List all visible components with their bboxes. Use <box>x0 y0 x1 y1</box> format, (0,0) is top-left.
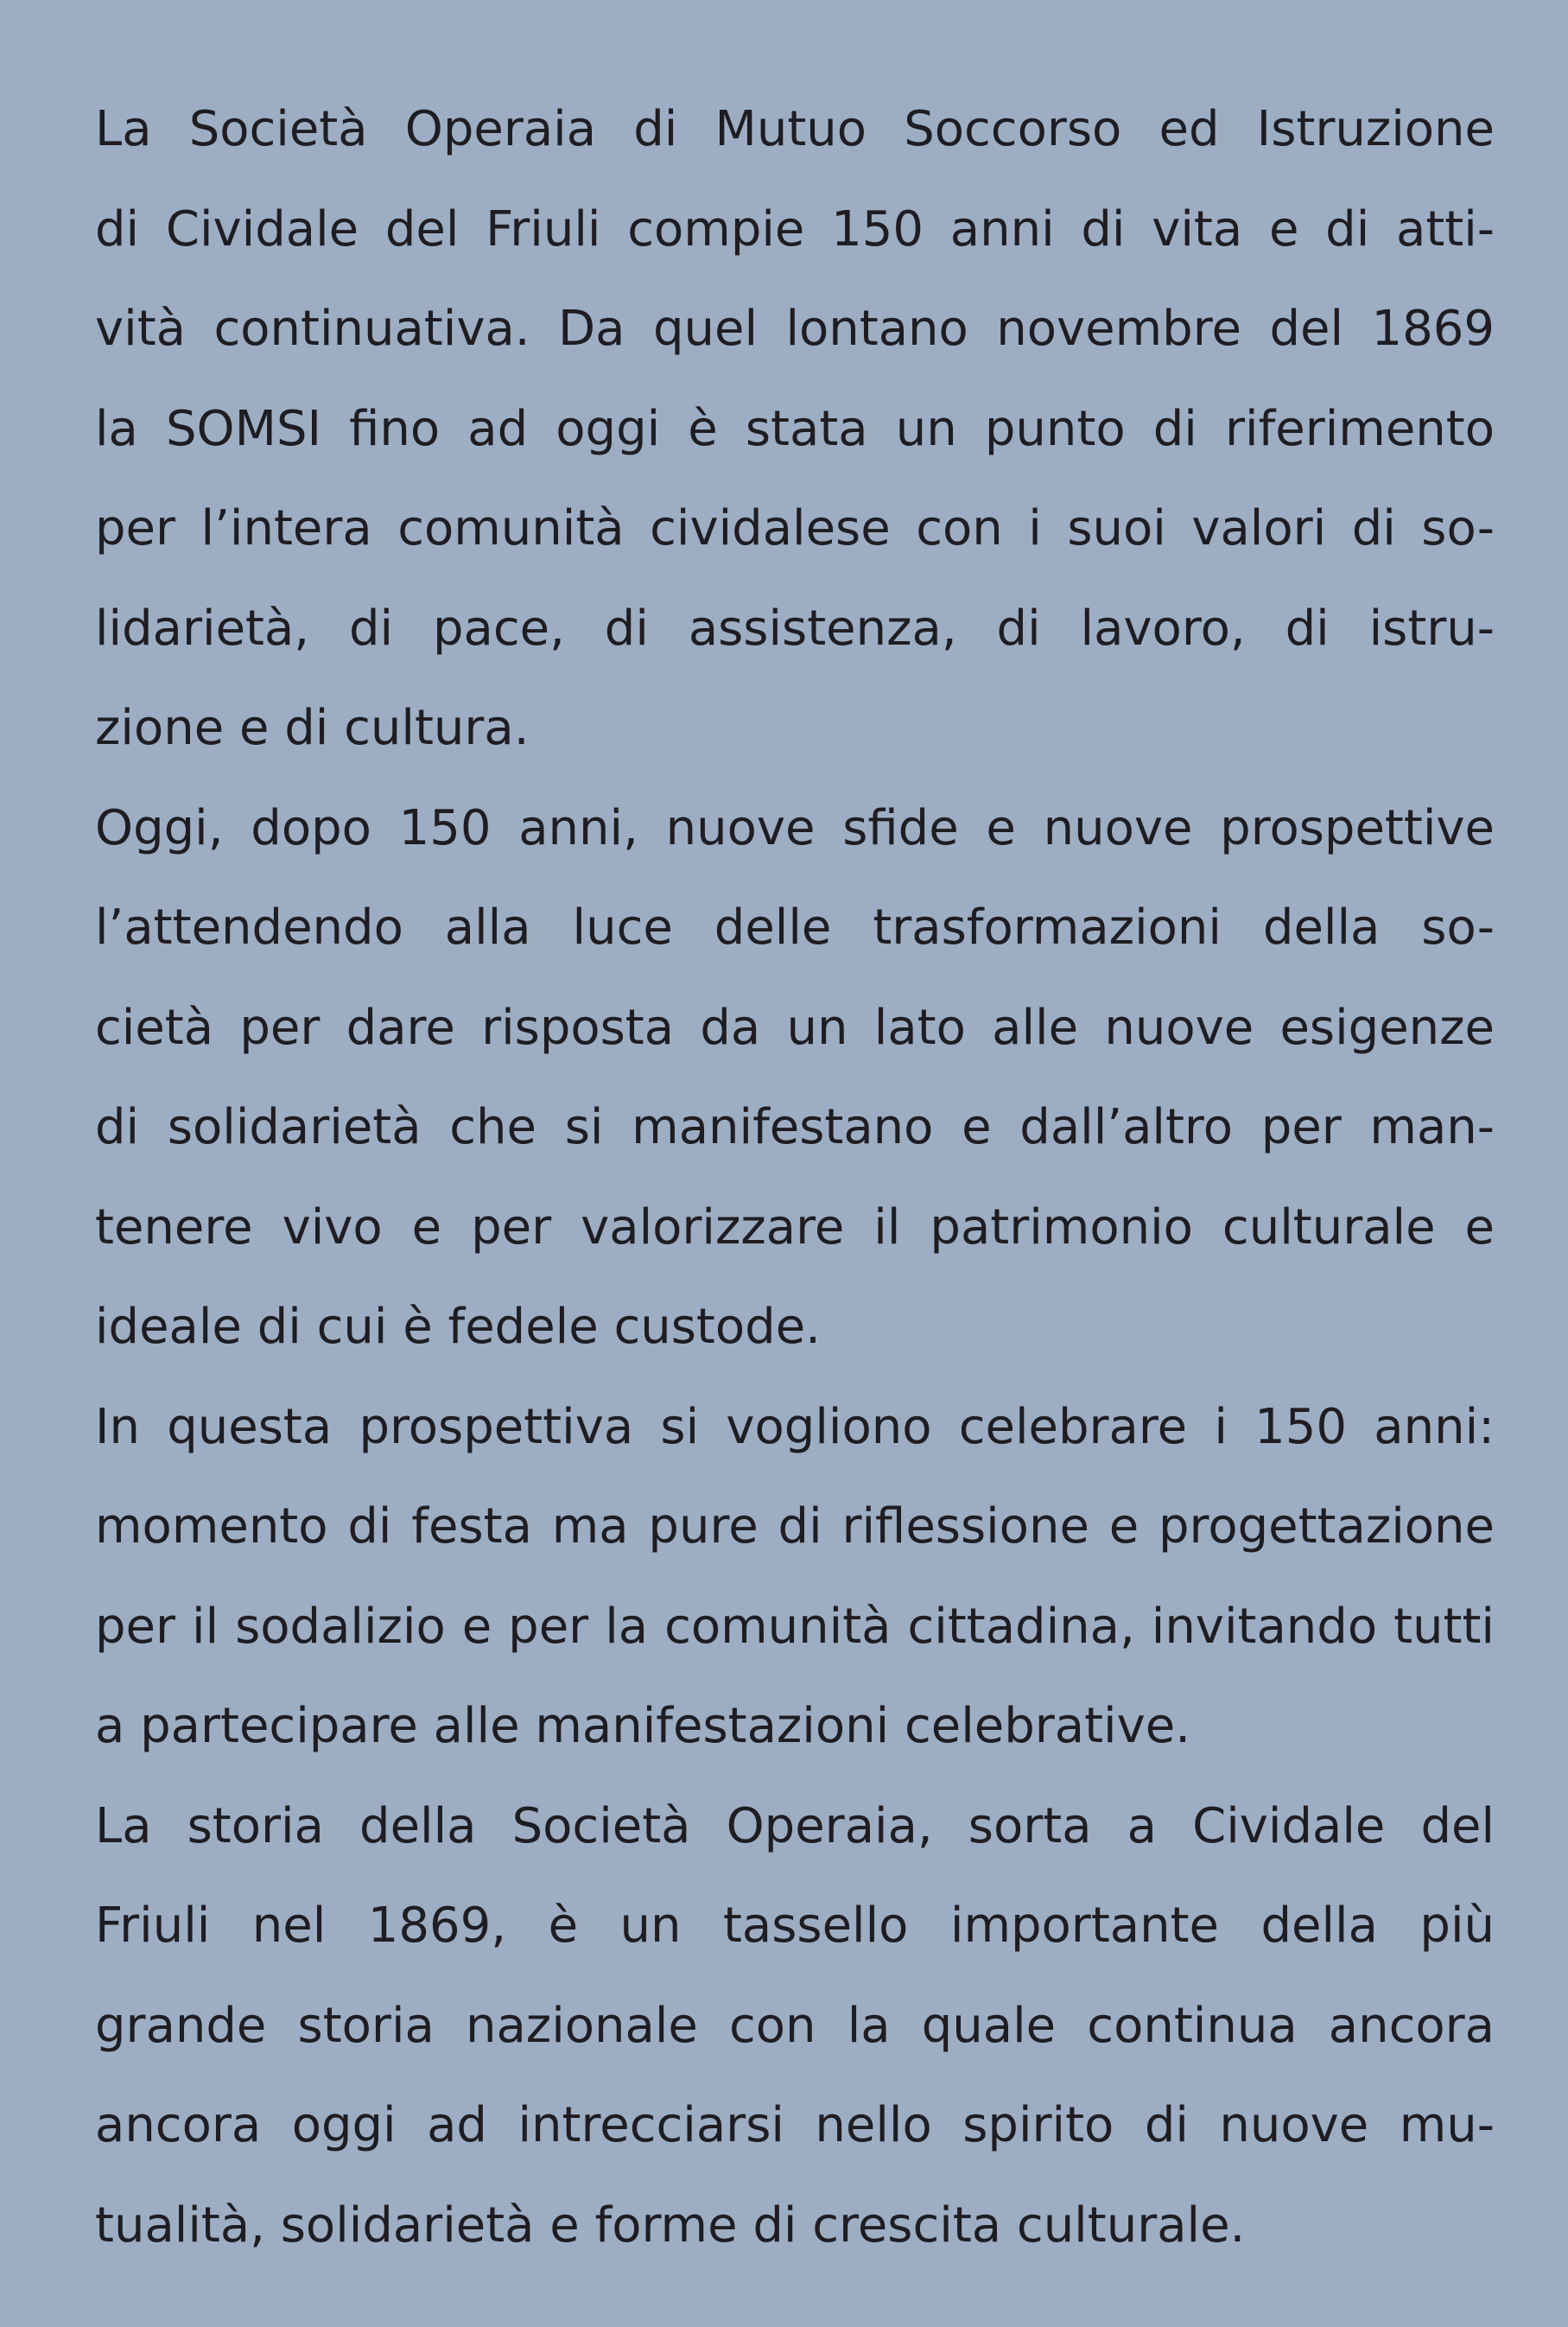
paragraph-line: l’attendendo alla luce delle trasformazioni della so- <box>95 900 1495 956</box>
paragraph-line: In questa prospettiva si vogliono celebrare i 150 anni: <box>95 1398 1495 1455</box>
paragraph-line: La storia della Società Operaia, sorta a Cividale del <box>95 1797 1495 1854</box>
paragraph-2 <box>95 779 1495 1377</box>
paragraph-3 <box>95 1377 1495 1777</box>
paragraph-line: per il sodalizio e per la comunità cittadina, invitando tutti <box>95 1598 1495 1655</box>
paragraph-line: a partecipare alle manifestazioni celebrative. <box>95 1698 1191 1754</box>
paragraph-line: tenere vivo e per valorizzare il patrimonio culturale e <box>95 1198 1495 1256</box>
paragraph-line: di Cividale del Friuli compie 150 anni di vita e di atti- <box>95 200 1495 257</box>
paragraph-line: ideale di cui è fedele custode. <box>95 1299 821 1355</box>
paragraph-line: lidarietà, di pace, di assistenza, di lavoro, di istru- <box>95 600 1495 657</box>
paragraph-line: momento di festa ma pure di riflessione e progettazione <box>95 1498 1495 1555</box>
paragraph-line: la SOMSI fino ad oggi è stata un punto di riferimento <box>95 400 1495 457</box>
document-body <box>95 79 1495 2275</box>
paragraph-line: grande storia nazionale con la quale continua ancora <box>95 1997 1495 2054</box>
paragraph-line: ancora oggi ad intrecciarsi nello spirito di nuove mu- <box>95 2097 1495 2153</box>
paragraph-line: per l’intera comunità cividalese con i suoi valori di so- <box>95 500 1495 556</box>
paragraph-line: cietà per dare risposta da un lato alle nuove esigenze <box>95 999 1495 1056</box>
paragraph-line: zione e di cultura. <box>95 700 530 756</box>
paragraph-line: di solidarietà che si manifestano e dall’altro per man- <box>95 1099 1495 1155</box>
paragraph-line: tualità, solidarietà e forme di crescita culturale. <box>95 2197 1246 2254</box>
paragraph-line: Friuli nel 1869, è un tassello importante della più <box>95 1898 1495 1954</box>
paragraph-line: vità continuativa. Da quel lontano novembre del 1869 <box>95 301 1495 357</box>
paragraph-line: Oggi, dopo 150 anni, nuove sfide e nuove prospettive <box>95 799 1495 856</box>
paragraph-1 <box>95 79 1495 779</box>
paragraph-4 <box>95 1777 1495 2276</box>
paragraph-line: La Società Operaia di Mutuo Soccorso ed Istruzione <box>95 101 1495 157</box>
